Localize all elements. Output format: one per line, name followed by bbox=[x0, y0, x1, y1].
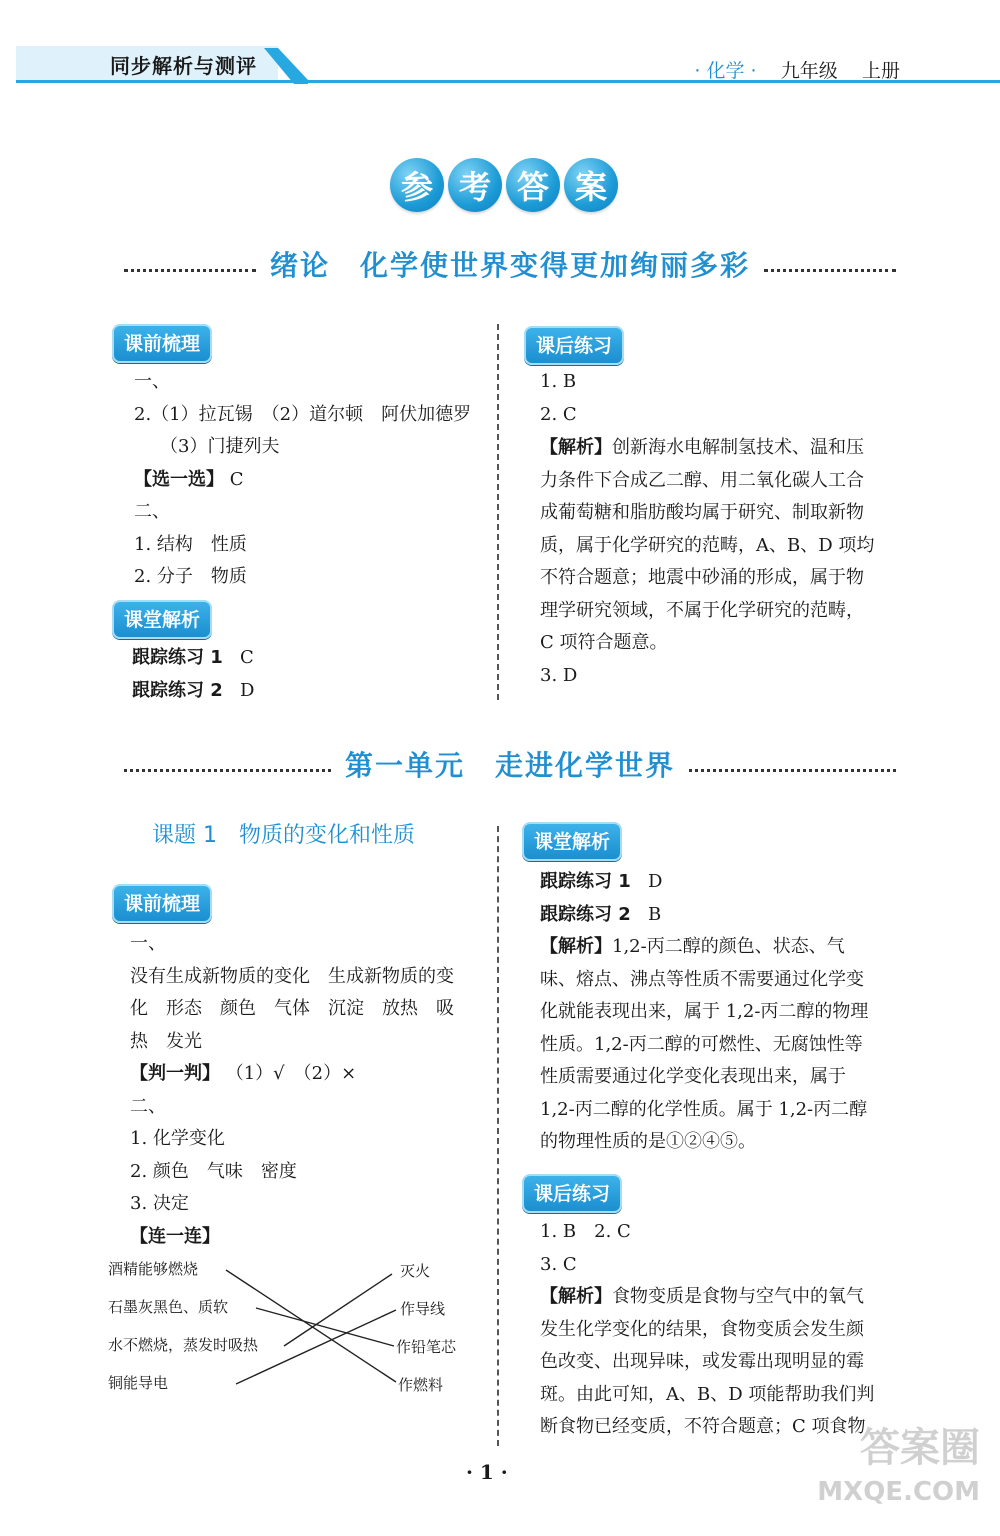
analysis-label: 【解析】 bbox=[540, 936, 612, 957]
match-line bbox=[284, 1274, 392, 1346]
analysis-line: 味、熔点、沸点等性质不需要通过化学变 bbox=[540, 968, 864, 990]
text-line: 热 发光 bbox=[130, 1030, 202, 1052]
judge-label: 【判一判】 bbox=[130, 1063, 220, 1084]
analysis-line: 性质需要通过化学变化表现出来，属于 bbox=[540, 1066, 846, 1087]
badge-pre-class-2: 课前梳理 bbox=[112, 884, 212, 923]
answer-line: 3. C bbox=[540, 1253, 577, 1275]
answer-line: 2. C bbox=[540, 403, 577, 425]
choose-label: 【选一选】 bbox=[134, 468, 224, 490]
section-title: 第一单元 走进化学世界 bbox=[345, 749, 676, 782]
analysis-line: 力条件下合成乙二醇、用二氧化碳人工合 bbox=[540, 469, 864, 491]
analysis-line: 的物理性质的是①②④⑤。 bbox=[540, 1131, 756, 1152]
text-line: 没有生成新物质的变化 生成新物质的变 bbox=[130, 965, 454, 987]
analysis-line: 1,2-丙二醇的化学性质。属于 1,2-丙二醇 bbox=[540, 1098, 868, 1120]
analysis-label: 【解析】 bbox=[540, 437, 612, 458]
title-char: 考 bbox=[448, 158, 502, 212]
text-line: 化 形态 颜色 气体 沉淀 放热 吸 bbox=[130, 998, 454, 1019]
choose-value: C bbox=[229, 468, 244, 490]
match-left-item: 铜能导电 bbox=[108, 1374, 169, 1392]
analysis-line: 【解析】1,2-丙二醇的颜色、状态、气 bbox=[540, 936, 845, 957]
text-line: 一、 bbox=[130, 933, 166, 954]
text-line: 2.（1）拉瓦锡 （2）道尔顿 阿伏加德罗 bbox=[134, 403, 472, 425]
title-char: 参 bbox=[390, 158, 444, 212]
text-line: 二、 bbox=[134, 501, 170, 522]
analysis-line: 断食物已经变质，不符合题意；C 项食物 bbox=[540, 1416, 866, 1437]
match-right-item: 灭火 bbox=[400, 1262, 431, 1280]
track-value: D bbox=[647, 871, 663, 892]
track-label: 跟踪练习 2 bbox=[132, 679, 223, 701]
track-value: D bbox=[239, 679, 255, 701]
match-line bbox=[256, 1308, 394, 1346]
text-line: 一、 bbox=[134, 371, 170, 392]
answer-line: 1. B bbox=[540, 371, 577, 392]
text-line: 1. 结构 性质 bbox=[134, 533, 247, 555]
text-line: 二、 bbox=[130, 1095, 166, 1117]
track-value: C bbox=[239, 647, 254, 668]
badge-pre-class: 课前梳理 bbox=[112, 324, 212, 363]
analysis-line: 化就能表现出来，属于 1,2-丙二醇的物理 bbox=[540, 1001, 869, 1022]
match-left-item: 石墨灰黑色、质软 bbox=[108, 1298, 229, 1316]
title-char: 答 bbox=[506, 158, 560, 212]
track-value: B bbox=[647, 903, 662, 925]
analysis-line: 【解析】食物变质是食物与空气中的氧气 bbox=[540, 1286, 864, 1307]
track-label: 跟踪练习 1 bbox=[132, 647, 223, 668]
answer-line: 1. B 2. C bbox=[540, 1221, 631, 1242]
match-right-item: 作导线 bbox=[400, 1300, 446, 1318]
s2-right-block bbox=[540, 866, 900, 1159]
match-left-item: 水不燃烧，蒸发时吸热 bbox=[108, 1336, 259, 1354]
analysis-line: 性质。1,2-丙二醇的可燃性、无腐蚀性等 bbox=[540, 1033, 863, 1055]
analysis-line: 质，属于化学研究的范畴，A、B、D 项均 bbox=[540, 534, 875, 556]
track-line bbox=[540, 866, 900, 899]
analysis-line: C 项符合题意。 bbox=[540, 632, 668, 653]
s2-right-after-block bbox=[540, 1216, 900, 1444]
page-number: · 1 · bbox=[466, 1460, 508, 1484]
analysis-line: 成葡萄糖和脂肪酸均属于研究、制取新物 bbox=[540, 502, 864, 523]
header-grade: 九年级 bbox=[780, 60, 838, 82]
analysis-line: 【解析】创新海水电解制氢技术、温和压 bbox=[540, 437, 864, 458]
section-title: 绪论 化学使世界变得更加绚丽多彩 bbox=[270, 249, 751, 282]
badge-in-class: 课堂解析 bbox=[112, 600, 212, 639]
badge-in-class-2: 课堂解析 bbox=[522, 822, 622, 861]
header-volume: 上册 bbox=[861, 60, 900, 82]
match-left-item: 酒精能够燃烧 bbox=[108, 1260, 199, 1278]
match-right-item: 作燃料 bbox=[398, 1376, 444, 1394]
text-line: 2. 分子 物质 bbox=[134, 566, 247, 587]
analysis-line: 不符合题意；地震中砂涌的形成，属于物 bbox=[540, 567, 864, 588]
analysis-label: 【解析】 bbox=[540, 1286, 612, 1307]
match-right-item: 作铅笔芯 bbox=[396, 1338, 457, 1356]
track-label: 跟踪练习 2 bbox=[540, 903, 631, 925]
title-char: 案 bbox=[564, 158, 618, 212]
watermark: 答案圈 MXQE.COM bbox=[817, 1425, 980, 1507]
match-line bbox=[226, 1270, 396, 1382]
lesson-title: 课题 1 物质的变化和性质 bbox=[152, 823, 415, 848]
text-line: 1. 化学变化 bbox=[130, 1128, 225, 1149]
badge-after-class-2: 课后练习 bbox=[522, 1174, 622, 1213]
badge-after-class: 课后练习 bbox=[524, 326, 624, 365]
text-line: 2. 颜色 气味 密度 bbox=[130, 1160, 297, 1182]
analysis-line: 发生化学变化的结果，食物变质会发生颜 bbox=[540, 1318, 864, 1340]
match-line bbox=[236, 1310, 396, 1384]
analysis-line: 色改变、出现异味，或发霉出现明显的霉 bbox=[540, 1351, 864, 1372]
track-line bbox=[540, 899, 900, 932]
judge-value: （1）√ （2）× bbox=[225, 1063, 357, 1084]
answer-line: 3. D bbox=[540, 664, 578, 686]
header-subject: · 化学 · bbox=[694, 60, 757, 82]
match-label: 【连一连】 bbox=[130, 1225, 220, 1247]
column-divider bbox=[497, 826, 499, 1446]
text-line: （3）门捷列夫 bbox=[160, 436, 280, 457]
analysis-line: 斑。由此可知，A、B、D 项能帮助我们判 bbox=[540, 1383, 875, 1405]
analysis-line: 理学研究领域，不属于化学研究的范畴， bbox=[540, 599, 864, 621]
header-book-title: 同步解析与测评 bbox=[110, 54, 257, 78]
text-line: 3. 决定 bbox=[130, 1193, 189, 1214]
track-label: 跟踪练习 1 bbox=[540, 871, 631, 892]
